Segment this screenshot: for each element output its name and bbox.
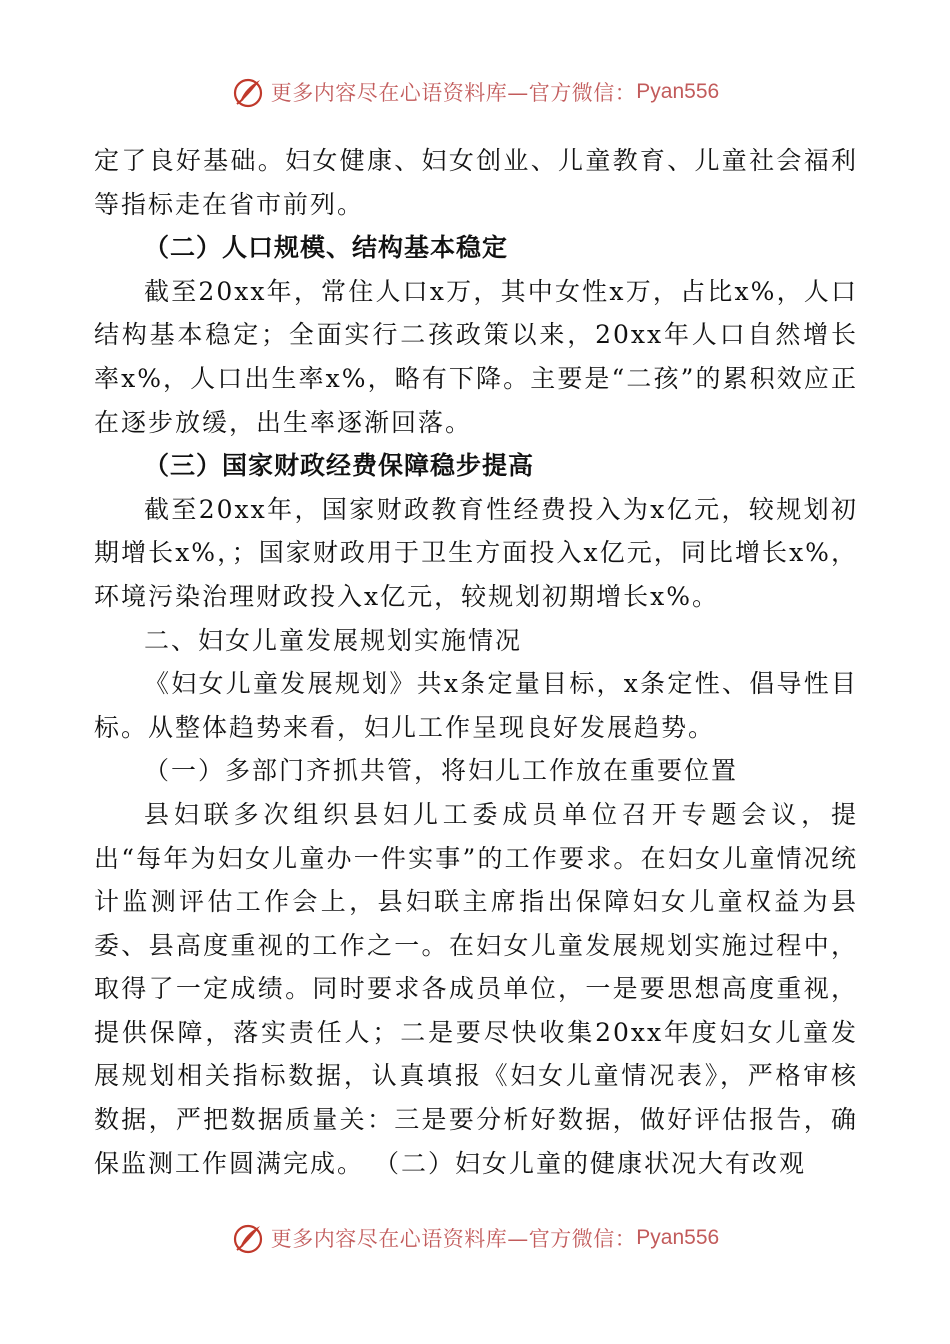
header-banner bbox=[0, 72, 950, 112]
section-heading: （三）国家财政经费保障稳步提高 bbox=[144, 451, 535, 481]
paragraph: 截至20xx年，常住人口x万，其中女性x万，占比x%，人口结构基本稳定；全面实行二孩政策以来，20xx年人口自然增长率x%，人口出生率x%，略有下降。主要是“二孩”的累积效应正在逐步放缓，出生率逐渐回落。 bbox=[94, 276, 858, 437]
banner-text: 更多内容尽在心语资料库—官方微信： bbox=[270, 81, 637, 105]
paragraph: 《妇女儿童发展规划》共x条定量目标，x条定性、倡导性目标。从整体趋势来看，妇儿工作呈现良好发展趋势。 bbox=[94, 669, 858, 742]
paragraph: 截至20xx年，国家财政教育性经费投入为x亿元，较规划初期增长x%，；国家财政用于卫生方面投入x亿元，同比增长x%，环境污染治理财政投入x亿元，较规划初期增长x%。 bbox=[94, 494, 858, 611]
paragraph: 定了良好基础。妇女健康、妇女创业、儿童教育、儿童社会福利等指标走在省市前列。 bbox=[94, 146, 858, 219]
quill-logo-icon bbox=[231, 75, 265, 109]
footer-banner bbox=[0, 1218, 950, 1258]
paragraph: 县妇联多次组织县妇儿工委成员单位召开专题会议，提出“每年为妇女儿童办一件实事”的工作要求。在妇女儿童情况统计监测评估工作会上，县妇联主席指出保障妇女儿童权益为县委、县高度重视的工作之一。在妇女儿童发展规划实施过程中，取得了一定成绩。同时要求各成员单位，一是要思想高度重视，提供保障，落实责任人；二是要尽快收集20xx年度妇女儿童发展规划相关指标数据，认真填报《妇女儿童情况表》，严格审核数据，严把数据质量关：三是要分析好数据，做好评估报告，确保监测工作圆满完成。 （二）妇女儿童的健康状况大有改观 bbox=[94, 799, 858, 1178]
section-heading: （一）多部门齐抓共管，将妇儿工作放在重要位置 bbox=[144, 756, 739, 786]
section-heading: 二、妇女儿童发展规划实施情况 bbox=[144, 625, 523, 655]
quill-logo-icon bbox=[231, 1221, 265, 1255]
wechat-id: Pyan556 bbox=[636, 80, 720, 103]
wechat-id: Pyan556 bbox=[636, 1226, 720, 1249]
banner-text: 更多内容尽在心语资料库—官方微信： bbox=[270, 1227, 637, 1251]
section-heading: （二）人口规模、结构基本稳定 bbox=[144, 233, 509, 263]
document-body bbox=[94, 139, 858, 1185]
